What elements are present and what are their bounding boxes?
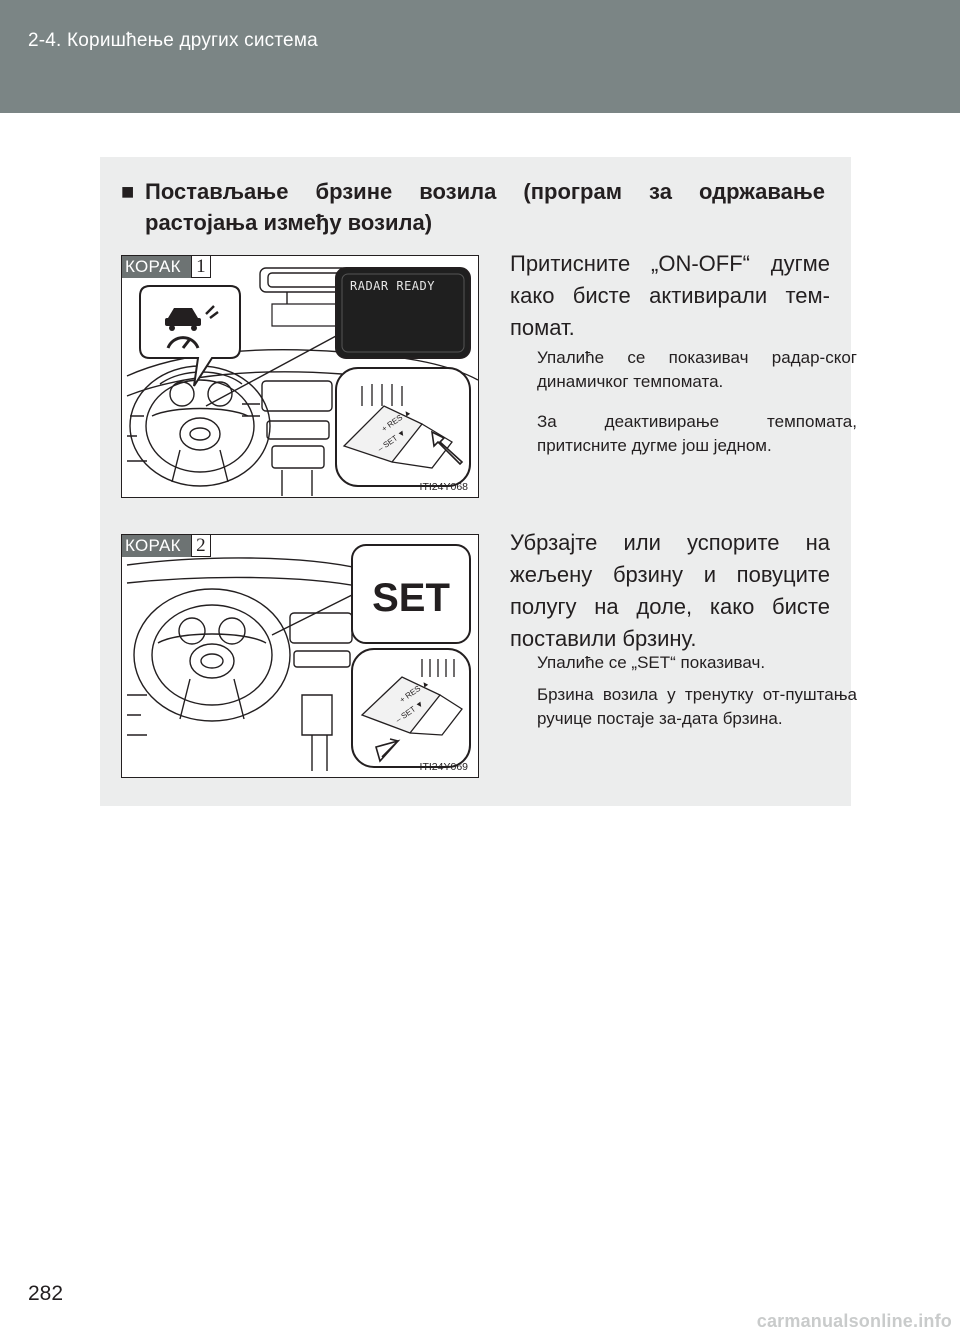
step1-illustration (121, 255, 479, 498)
dashboard-radar-illustration (122, 256, 479, 498)
step-badge-label: КОРАК (122, 535, 191, 557)
figure-code: ITI24Y068 (419, 481, 468, 493)
lever-set-label: – SET ▼ (375, 427, 408, 454)
page-number: 282 (28, 1282, 64, 1305)
lever-res-label: + RES ▲ (397, 678, 431, 705)
set-indicator-text: SET (372, 576, 450, 620)
step1-instruction: Притисните „ON-OFF“ дугме како бисте активирали тем-помат. (510, 251, 830, 340)
watermark: carmanualsonline.info (756, 1311, 952, 1331)
heading-line1 (145, 176, 825, 207)
section-title: 2-4. Коришћење других система (28, 30, 318, 51)
step-badge-number: 1 (191, 256, 211, 278)
step1-note: За деактивирање темпомата, притисните дугме још једном. (537, 412, 857, 455)
step-badge (122, 256, 211, 278)
dashboard-set-illustration (122, 535, 479, 778)
heading-word: возила (419, 179, 497, 204)
radar-display-text: RADAR READY (350, 279, 435, 293)
lever-res-label: + RES ▲ (379, 407, 413, 434)
step2-illustration (121, 534, 479, 778)
heading-word: за (649, 179, 672, 204)
step2-instruction: Убрзајте или успорите на жељену брзину и повуците полугу на доле, како бисте поставили брзину. (510, 530, 830, 651)
heading-line2: растојања између возила) (145, 210, 433, 235)
step-badge (122, 535, 211, 557)
header-band (0, 0, 960, 113)
step2-note: Упалиће се „SET“ показивач. (537, 653, 766, 672)
step-badge-label: КОРАК (122, 256, 191, 278)
step-badge-number: 2 (191, 535, 211, 557)
heading-word: Постављање (145, 179, 289, 204)
lever-set-label: – SET ▼ (393, 698, 426, 725)
step2-note: Брзина возила у тренутку от-пуштања ручице постаје за-дата брзина. (537, 685, 857, 728)
heading-marker: ■ (121, 179, 135, 204)
figure-code: ITI24Y069 (419, 761, 468, 773)
heading-word: брзине (315, 179, 393, 204)
heading-word: одржавање (698, 179, 825, 204)
heading-word: (програм (523, 179, 622, 204)
step1-note: Упалиће се показивач радар-ског динамичког темпомата. (537, 348, 857, 391)
